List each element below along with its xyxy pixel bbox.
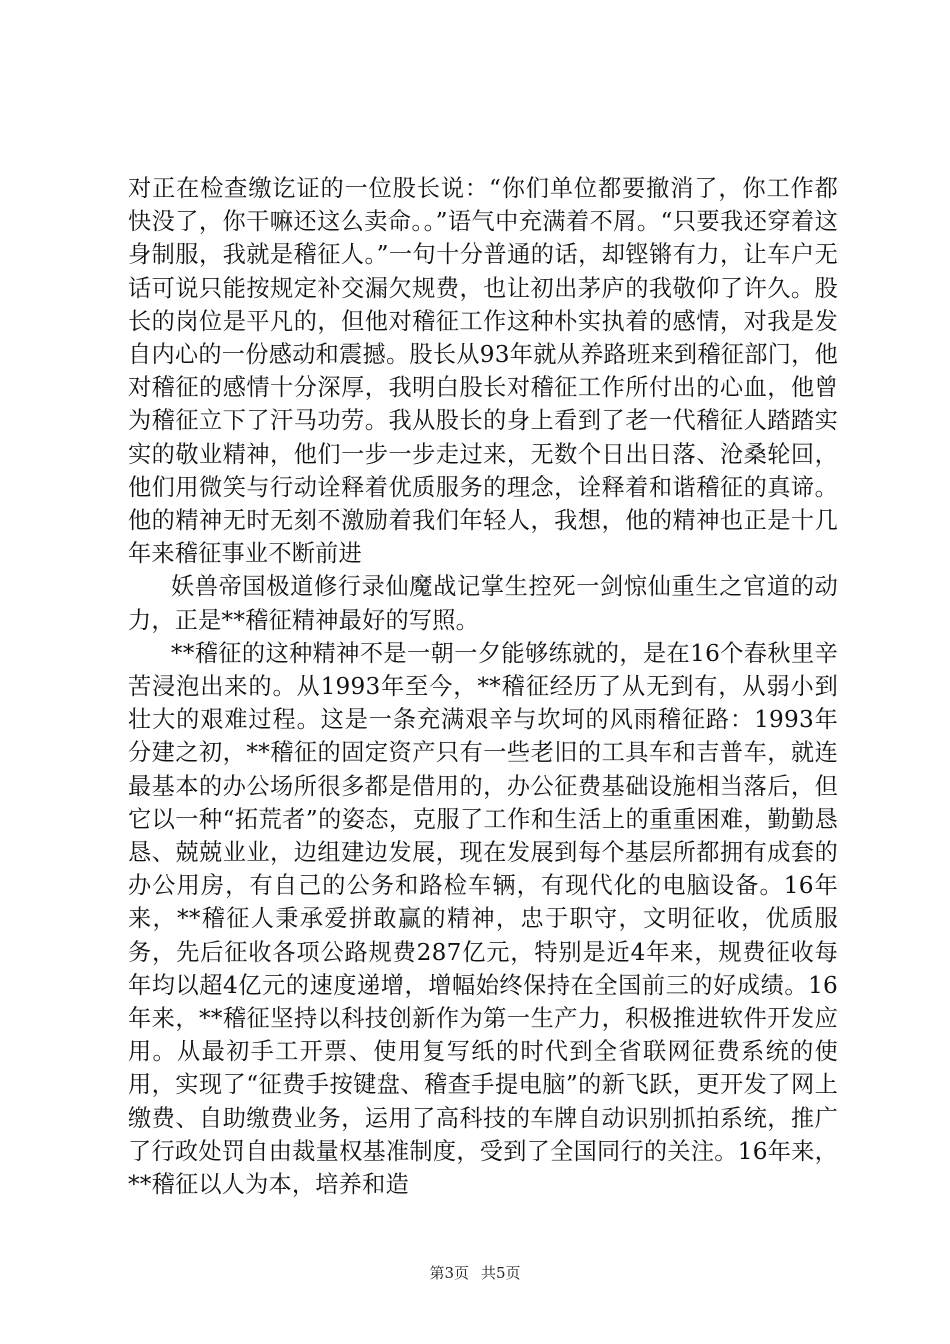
- page-footer: [0, 1262, 950, 1283]
- page-total: 共5页: [481, 1264, 521, 1282]
- paragraph-1: 对正在检查缴讫证的一位股长说：“你们单位都要撤消了，你工作都快没了，你干嘛还这么卖命。。”语气中充满着不屑。“只要我还穿着这身制服，我就是稽征人。”一句十分普通的话，却铿锵有力，让车户无话可说只能按规定补交漏欠规费，也让初出茅庐的我敬仰了许久。股长的岗位是平凡的，但他对稽征工作这种朴实执着的感情，对我是发自内心的一份感动和震撼。股长从93年就从养路班来到稽征部门，他对稽征的感情十分深厚，我明白股长对稽征工作所付出的心血，他曾为稽征立下了汗马功劳。我从股长的身上看到了老一代稽征人踏踏实实的敬业精神，他们一步一步走过来，无数个日出日落、沧桑轮回，他们用微笑与行动诠释着优质服务的理念，诠释着和谐稽征的真谛。他的精神无时无刻不激励着我们年轻人，我想，他的精神也正是十几年来稽征事业不断前进: [128, 175, 838, 568]
- page-number: 第3页: [429, 1264, 469, 1282]
- paragraph-3: **稽征的这种精神不是一朝一夕能够练就的，是在16个春秋里辛苦浸泡出来的。从1993年至今，**稽征经历了从无到有，从弱小到壮大的艰难过程。这是一条充满艰辛与坎坷的风雨稽征路：1993年分建之初，**稽征的固定资产只有一些老旧的工具车和吉普车，就连最基本的办公场所很多都是借用的，办公征费基础设施相当落后，但它以一种“拓荒者”的姿态，克服了工作和生活上的重重困难，勤勤恳恳、兢兢业业，边组建边发展，现在发展到每个基层所都拥有成套的办公用房，有自己的公务和路检车辆，有现代化的电脑设备。16年来，**稽征人秉承爱拼敢赢的精神，忠于职守，文明征收，优质服务，先后征收各项公路规费287亿元，特别是近4年来，规费征收每年均以超4亿元的速度递增，增幅始终保持在全国前三的好成绩。16年来，**稽征坚持以科技创新作为第一生产力，积极推进软件开发应用。从最初手工开票、使用复写纸的时代到全省联网征费系统的使用，实现了“征费手按键盘、稽查手提电脑”的新飞跃，更开发了网上缴费、自助缴费业务，运用了高科技的车牌自动识别抓拍系统，推广了行政处罚自由裁量权基准制度，受到了全国同行的关注。16年来，**稽征以人为本，培养和造: [128, 639, 838, 1199]
- paragraph-2: 妖兽帝国极道修行录仙魔战记掌生控死一剑惊仙重生之官道的动力，正是**稽征精神最好的写照。: [128, 573, 838, 634]
- document-body: [128, 172, 838, 1201]
